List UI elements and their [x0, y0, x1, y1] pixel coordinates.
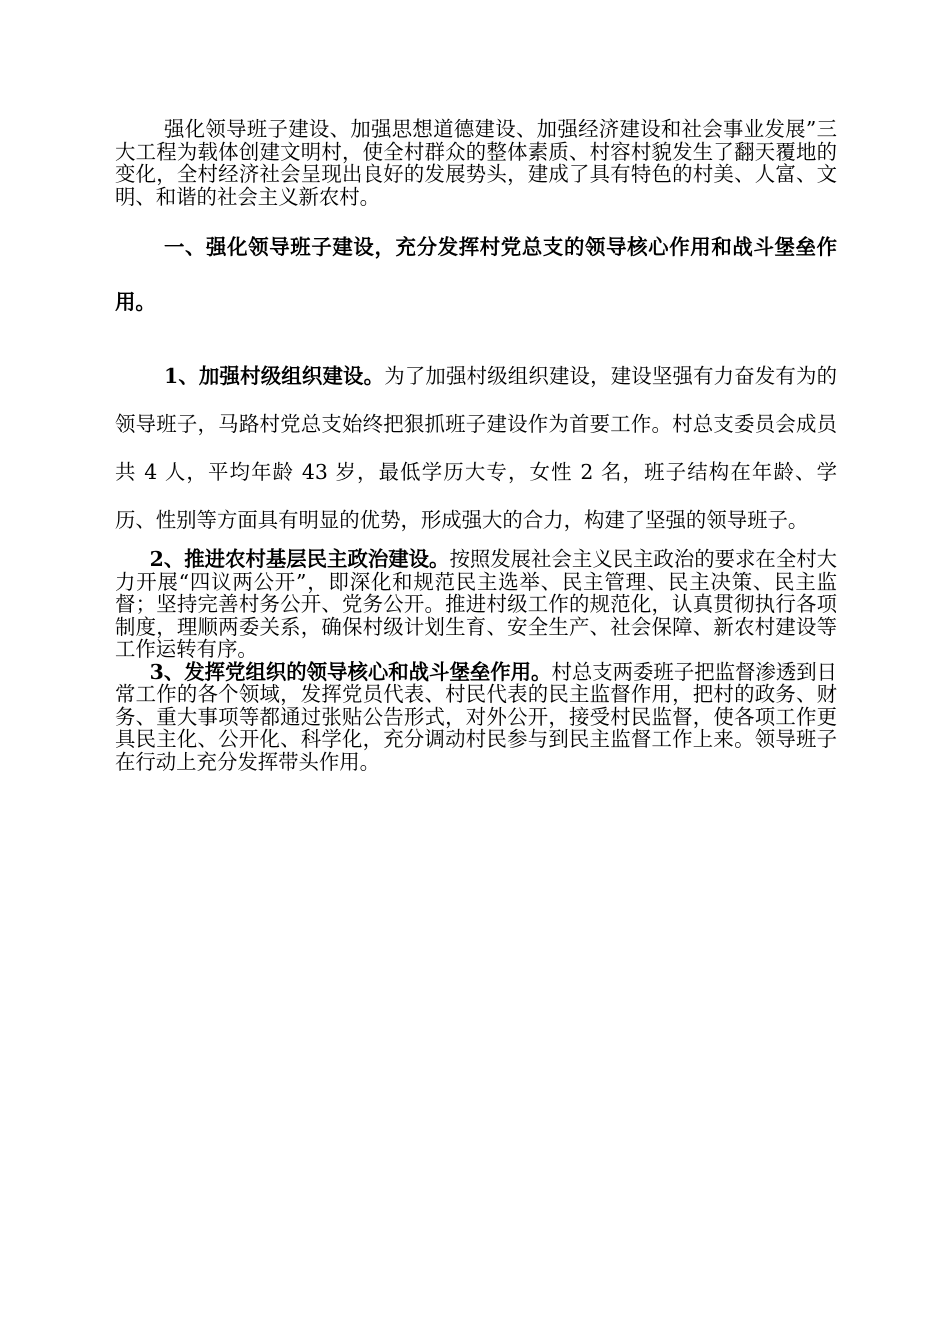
item-2-body: 按照发展社会主义民主政治的要求在全村大力开展“四议两公开”，即深化和规范民主选举、民主管理、民主决策、民主监督；坚持完善村务公开、党务公开。推进村级工作的规范化，认真贯彻执行各项制度，理顺两委关系，确保村级计划生育、安全生产、社会保障、新农村建设等工作运转有序。 — [115, 547, 838, 661]
item-1-title: 1、加强村级组织建设。 — [163, 364, 385, 388]
spacer — [115, 208, 837, 220]
item-3-body: 村总支两委班子把监督渗透到日常工作的各个领域，发挥党员代表、村民代表的民主监督作用，把村的政务、财务、重大事项等都通过张贴公告形式，对外公开，接受村民监督，使各项工作更具民主化、公开化、科学化，充分调动村民参与到民主监督工作上来。领导班子在行动上充分发挥带头作用。 — [115, 659, 838, 774]
item-2-title: 2、推进农村基层民主政治建设。 — [149, 547, 450, 571]
item-3-title: 3、发挥党组织的领导核心和战斗堡垒作用。 — [149, 659, 552, 684]
item-2-paragraph — [115, 548, 837, 661]
item-1-paragraph — [115, 352, 837, 544]
document-page — [115, 118, 837, 773]
item-1-body: 为了加强村级组织建设，建设坚强有力奋发有为的领导班子，马路村党总支始终把狠抓班子建设作为首要工作。村总支委员会成员共 4 人，平均年龄 43 岁，最低学历大专，女性 2 名，班子结构在年龄、学历、性别等方面具有明显的优势，形成强大的合力，构建了坚强的领导班子。 — [115, 364, 837, 532]
spacer — [115, 330, 837, 352]
section-heading-1: 一、强化领导班子建设，充分发挥村党总支的领导核心作用和战斗堡垒作用。 — [115, 235, 837, 314]
item-3-paragraph — [115, 661, 837, 774]
intro-paragraph: 强化领导班子建设、加强思想道德建设、加强经济建设和社会事业发展”三大工程为载体创建文明村，使全村群众的整体素质、村容村貌发生了翻天覆地的变化，全村经济社会呈现出良好的发展势头，建成了具有特色的村美、人富、文明、和谐的社会主义新农村。 — [115, 117, 837, 209]
